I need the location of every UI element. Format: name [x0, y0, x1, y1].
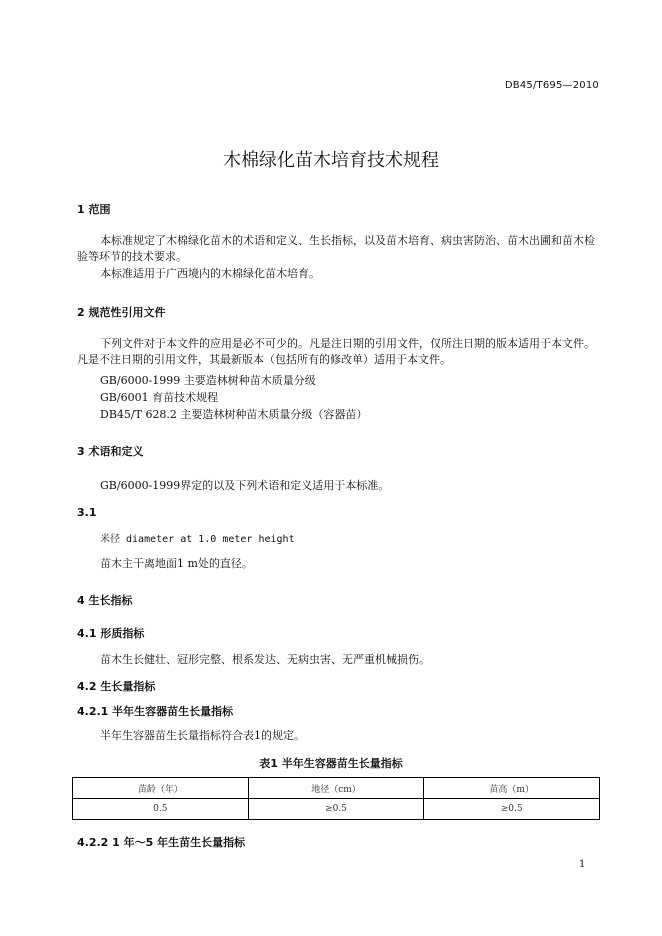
table-row [73, 799, 600, 820]
standard-code: DB45/T695—2010 [504, 80, 599, 91]
reference-item: DB45/T 628.2 主要造林树种苗木质量分级（容器苗） [100, 408, 368, 421]
table-1-caption: 表1 半年生容器苗生长量指标 [259, 757, 403, 770]
term-heading: 米径 diameter at 1.0 meter height [100, 534, 295, 545]
section-1-heading: 1 范围 [77, 203, 111, 216]
section-3-paragraph-1: GB/6000-1999界定的以及下列术语和定义适用于本标准。 [100, 479, 390, 492]
term-definition: 苗木主干离地面1 m处的直径。 [100, 557, 253, 570]
reference-item: GB/6000-1999 主要造林树种苗木质量分级 [100, 374, 316, 387]
section-3-heading: 3 术语和定义 [77, 445, 144, 458]
table-header-cell: 地径（cm） [248, 778, 424, 799]
table-cell: ≥0.5 [248, 799, 424, 820]
section-4-2-2-heading: 4.2.2 1 年～5 年生苗生长量指标 [77, 836, 246, 849]
term-number: 3.1 [77, 506, 97, 519]
section-4-2-heading: 4.2 生长量指标 [77, 680, 156, 693]
reference-item: GB/6001 育苗技术规程 [100, 391, 219, 404]
document-title: 木棉绿化苗木培育技术规程 [223, 150, 439, 171]
section-1-paragraph-2: 本标准适用于广西境内的木棉绿化苗木培育。 [100, 267, 320, 280]
section-1-paragraph-1: 本标准规定了木棉绿化苗木的术语和定义、生长指标，以及苗木培育、病虫害防治、苗木出圃和苗木检验等环节的技术要求。 [77, 234, 595, 263]
section-4-heading: 4 生长指标 [77, 594, 133, 607]
table-header-cell: 苗高（m） [424, 778, 600, 799]
section-4-1-paragraph: 苗木生长健壮、冠形完整、根系发达、无病虫害、无严重机械损伤。 [100, 653, 430, 666]
section-4-1-heading: 4.1 形质指标 [77, 627, 145, 640]
table-header-row [73, 778, 600, 799]
section-2-heading: 2 规范性引用文件 [77, 306, 166, 319]
section-4-2-1-paragraph: 半年生容器苗生长量指标符合表1的规定。 [100, 729, 305, 742]
section-2-paragraph-1: 下列文件对于本文件的应用是必不可少的。凡是注日期的引用文件，仅所注日期的版本适用于本文件。凡是不注日期的引用文件，其最新版本（包括所有的修改单）适用于本文件。 [77, 337, 595, 366]
table-cell: ≥0.5 [424, 799, 600, 820]
table-1 [72, 777, 600, 820]
table-header-cell: 苗龄（年） [73, 778, 249, 799]
table-cell: 0.5 [73, 799, 249, 820]
page-number: 1 [579, 859, 586, 870]
section-4-2-1-heading: 4.2.1 半年生容器苗生长量指标 [77, 705, 234, 718]
